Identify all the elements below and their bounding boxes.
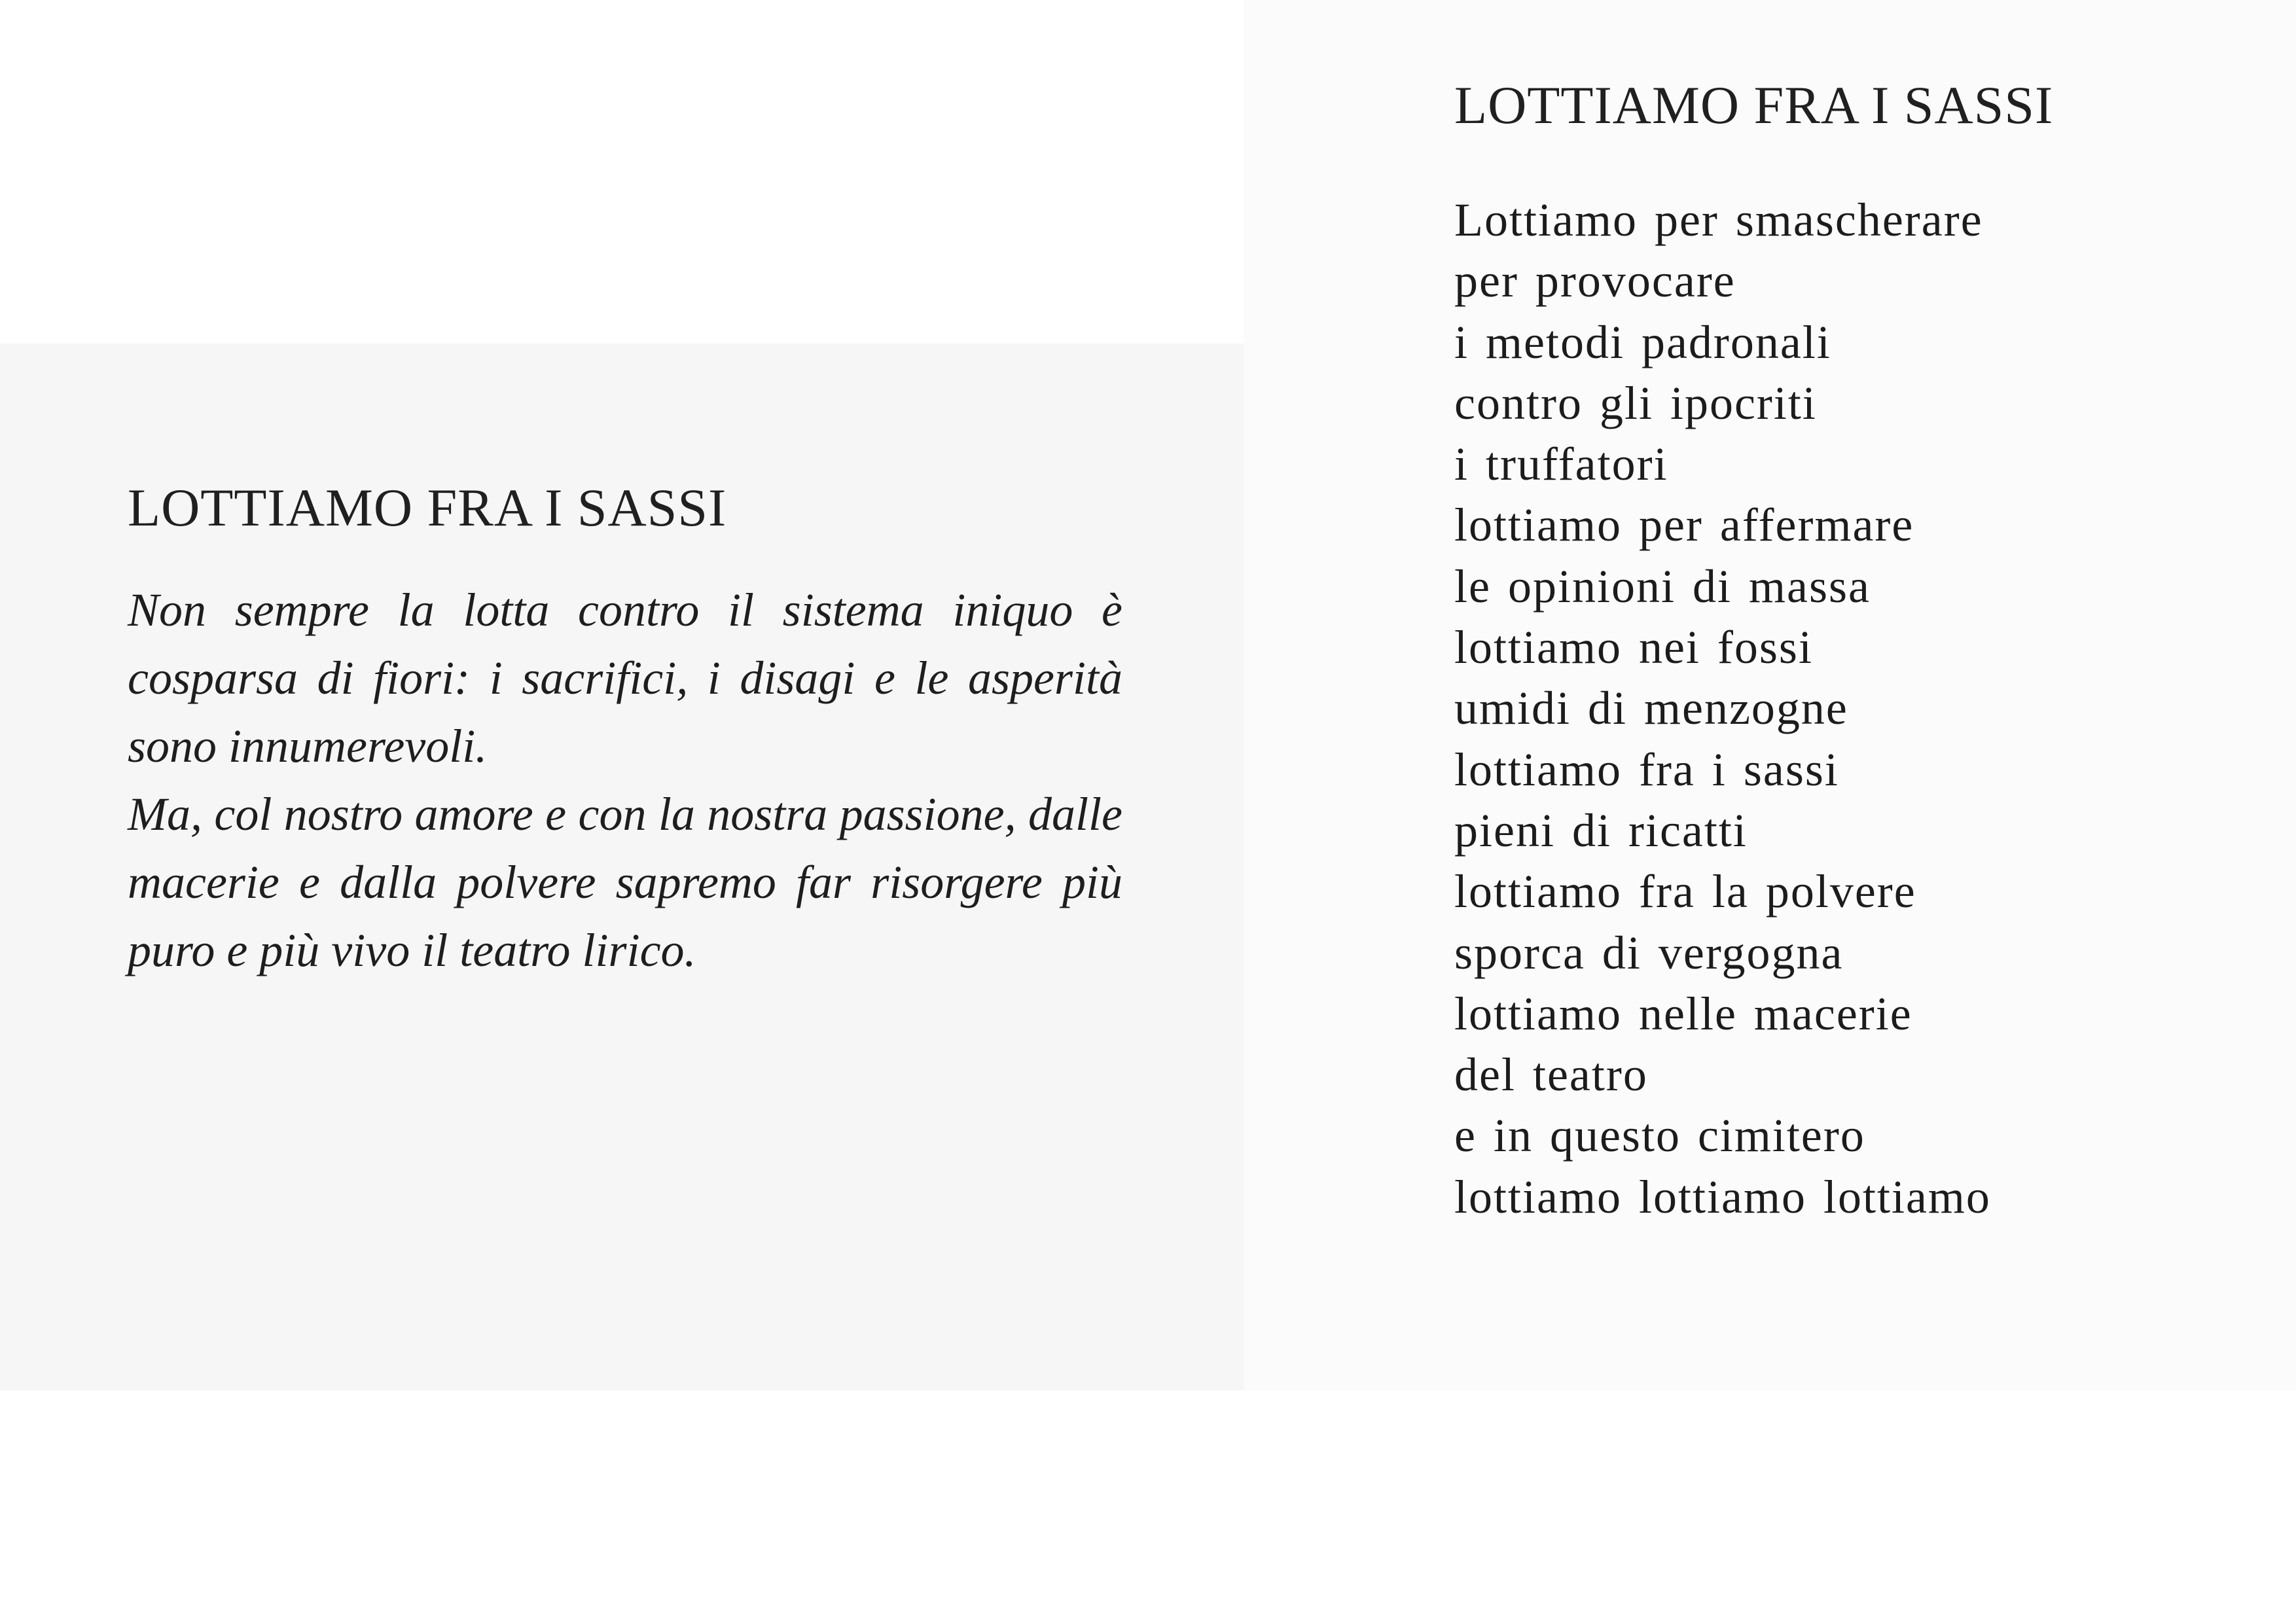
intro-paragraph: Ma, col nostro amore e con la nostra passione, dalle macerie e dalla polvere sapremo far risorgere più puro e più vivo il teatro lirico. [128, 788, 1122, 976]
poem-line: lottiamo nelle macerie [1454, 987, 1912, 1040]
poem-line: i metodi padronali [1454, 315, 1831, 368]
poem-line: lottiamo nei fossi [1454, 621, 1813, 674]
poem-line: le opinioni di massa [1454, 560, 1871, 613]
poem-title: LOTTIAMO FRA I SASSI [1454, 75, 2054, 135]
poem-line: pieni di ricatti [1454, 804, 1748, 857]
intro-paragraph: Non sempre la lotta contro il sistema iniquo è cosparsa di fiori: i sacrifici, i disagi e le asperità sono innumerevoli. [128, 584, 1122, 772]
intro-text [128, 576, 1122, 984]
poem-line: i truffatori [1454, 438, 1668, 491]
poem-line: lottiamo fra i sassi [1454, 743, 1839, 796]
poem-verses [1454, 190, 1991, 1228]
poem-line: per provocare [1454, 255, 1736, 308]
poem-line: Lottiamo per smascherare [1454, 194, 1983, 246]
poem-line: del teatro [1454, 1048, 1648, 1101]
poem-line: lottiamo fra la polvere [1454, 865, 1916, 918]
poem-line: lottiamo lottiamo lottiamo [1454, 1170, 1991, 1223]
poem-line: umidi di menzogne [1454, 682, 1848, 735]
poem-line: lottiamo per affermare [1454, 499, 1914, 552]
poem-line: e in questo cimitero [1454, 1109, 1865, 1162]
poem-line: contro gli ipocriti [1454, 376, 1817, 429]
left-page-title: LOTTIAMO FRA I SASSI [128, 478, 727, 537]
poem-line: sporca di vergogna [1454, 926, 1844, 979]
